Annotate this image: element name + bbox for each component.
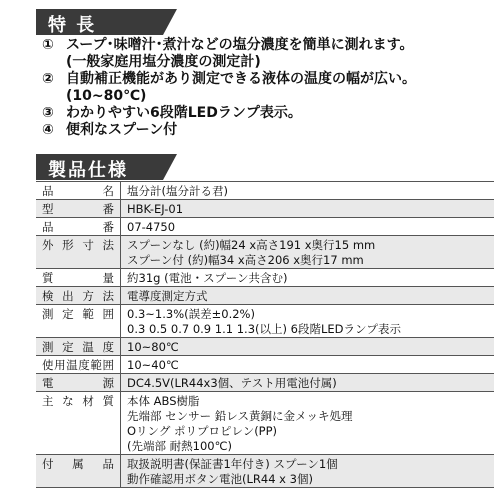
spec-value [120, 269, 494, 286]
spec-value-line: 電導度測定方式 [127, 289, 208, 303]
feature-text: 便利なスプーン付 [66, 122, 178, 138]
spec-label: 品番 [42, 220, 114, 234]
spec-value-line: スプーン付 (約)幅34 x高さ206 x奥行17 mm [127, 253, 364, 267]
spec-value [120, 338, 494, 355]
spec-value-line: 10~40℃ [127, 358, 179, 372]
spec-row-item-number [36, 218, 494, 236]
feature-item [42, 71, 497, 88]
spec-value-line: Oリング ポリプロピレン(PP) [127, 424, 278, 438]
spec-value [120, 287, 494, 304]
spec-row-materials [36, 392, 494, 455]
spec-value-line: 塩分計(塩分計る君) [127, 184, 228, 198]
spec-value [120, 218, 494, 235]
spec-label: 質量 [42, 271, 114, 285]
spec-label: 測定範囲 [42, 307, 114, 321]
spec-value [120, 392, 494, 454]
spec-value [120, 236, 494, 268]
spec-value-line: 10~80℃ [127, 340, 179, 354]
spec-value-line: (先端部 耐熱100℃) [127, 439, 232, 453]
feature-text: 自動補正機能があり測定できる液体の温度の幅が広い。 [66, 71, 416, 87]
specs-section-header [36, 154, 163, 180]
spec-value-line: DC4.5V(LR44x3個、テスト用電池付属) [127, 376, 337, 390]
feature-item [42, 54, 497, 71]
spec-row-dimensions [36, 236, 494, 269]
features-header-text: 特 長 [48, 15, 97, 36]
feature-item [42, 37, 497, 54]
spec-value [120, 374, 494, 391]
feature-number: ② [42, 71, 54, 87]
feature-item [42, 122, 497, 139]
feature-text: (10~80℃) [66, 88, 147, 104]
spec-value-line: スプーンなし (約)幅24 x高さ191 x奥行15 mm [127, 238, 376, 252]
features-section-header [36, 9, 163, 35]
spec-value-line: 07-4750 [127, 220, 176, 234]
spec-row-operating-temperature [36, 356, 494, 374]
feature-number [42, 88, 66, 105]
spec-value [120, 200, 494, 217]
feature-item [42, 88, 497, 105]
features-list [42, 37, 497, 139]
feature-number [42, 54, 66, 71]
spec-row-model [36, 200, 494, 218]
spec-row-product-name [36, 182, 494, 200]
spec-table [36, 181, 494, 488]
spec-value [120, 182, 494, 199]
feature-text: (一般家庭用塩分濃度の測定計) [66, 54, 261, 70]
spec-label: 品名 [42, 184, 114, 198]
feature-item [42, 105, 497, 122]
spec-value [120, 455, 494, 487]
spec-value-line: 動作確認用ボタン電池(LR44 x 3個) [127, 472, 313, 486]
feature-number: ① [42, 37, 54, 53]
spec-row-power [36, 374, 494, 392]
spec-label: 電源 [42, 376, 114, 390]
spec-row-measurement-temperature [36, 338, 494, 356]
spec-value-line: 先端部 センサー 鉛レス黄銅に金メッキ処理 [127, 409, 353, 423]
spec-label: 付属品 [42, 457, 114, 471]
spec-value-line: 本体 ABS樹脂 [127, 394, 200, 408]
spec-label: 使用温度範囲 [42, 358, 114, 372]
spec-value-line: HBK-EJ-01 [127, 202, 184, 216]
spec-row-accessories [36, 455, 494, 488]
feature-number: ④ [42, 122, 54, 138]
spec-value-line: 取扱説明書(保証書1年付き) スプーン1個 [127, 457, 338, 471]
spec-label: 検出方法 [42, 289, 114, 303]
spec-label: 測定温度 [42, 340, 114, 354]
spec-label: 型番 [42, 202, 114, 216]
spec-label: 外形寸法 [42, 238, 114, 252]
spec-value [120, 305, 494, 337]
spec-row-measurement-range [36, 305, 494, 338]
spec-value [120, 356, 494, 373]
feature-text: わかりやすい6段階LEDランプ表示。 [66, 105, 302, 121]
spec-value-line: 0.3~1.3%(誤差±0.2%) [127, 307, 255, 321]
feature-text: スープ･味噌汁･煮汁などの塩分濃度を簡単に測れます。 [66, 37, 414, 53]
spec-value-line: 0.3 0.5 0.7 0.9 1.1 1.3(以上) 6段階LEDランプ表示 [127, 322, 401, 336]
spec-row-weight [36, 269, 494, 287]
spec-row-detection-method [36, 287, 494, 305]
spec-value-line: 約31g (電池・スプーン共含む) [127, 271, 288, 285]
specs-header-text: 製品仕様 [48, 160, 128, 181]
feature-number: ③ [42, 105, 54, 121]
spec-label: 主な材質 [42, 394, 114, 408]
